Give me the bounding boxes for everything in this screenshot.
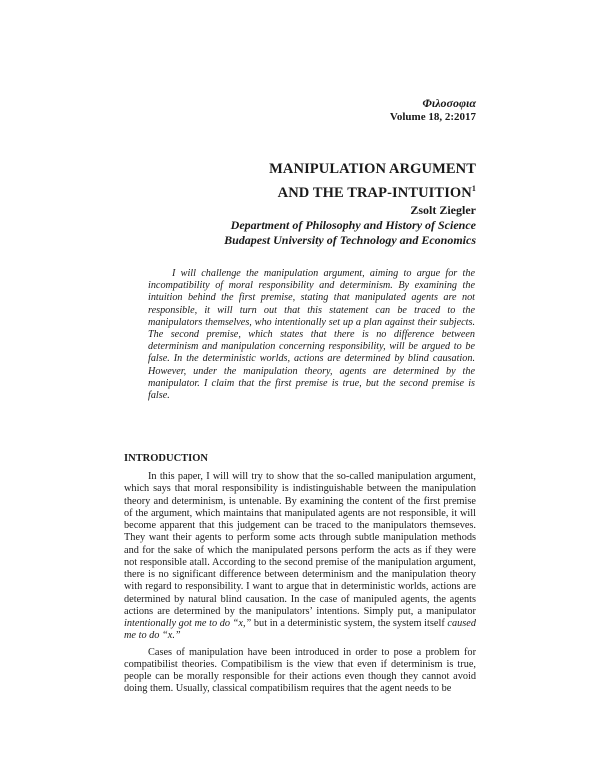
p1-text-b: but in a deterministic system, the system itself — [253, 618, 445, 629]
author-department: Department of Philosophy and History of Science — [230, 218, 476, 232]
body-paragraph-2: Cases of manipulation have been introduced in order to pose a problem for compatibilist theories. Compatibilism is the view that even if determinism is true, people can be morally responsible for their actions even though they cannot avoid doing them. Usually, classical compatibilism requires that the agent needs to be — [124, 646, 476, 695]
section-heading-introduction: INTRODUCTION — [124, 453, 209, 464]
p1-text-a: In this paper, I will will try to show that the so-called manipulation argument, which says that moral responsibility is indistinguishable between the manipulation theory and determinism, is untenable. By examining the content of the first premise of the argument, which maintains that manipulated agents are not responsible, it will become apparent that this judgement can be traced to the manipulators themseves. They want their agents to perform some acts through subtle manipulation methods and for the sake of which the manipulated persons perform the acts as if they were not responsible atall. According to the second premise of the manipulation argument, there is no significant difference between determinism and the manipulation theory with regard to responsibility. I want to argue that in deterministic worlds, actions are determined by natural blind causation. In the case of manipuled agents, the agents actions are determined by the manipulators’ intentions. Simply put, a manipulator — [124, 471, 476, 617]
abstract: I will challenge the manipulation argument, aiming to argue for the incompatibility of moral responsibility and determinism. By examining the intuition behind the first premise, stating that manipulated agents are not responsible, it will turn out that this statement can be traced to the manipulators themselves, who intentionally set up a plan against their subjects. The second premise, which states that there is no difference between determinism and manipulation concerning responsibility, will be argued to be false. In the deterministic worlds, actions are determined by blind causation. However, under the manipulation theory, agents are determined by the manipulator. I claim that the first premise is true, but the second premise is false. — [148, 268, 475, 402]
journal-header — [390, 96, 476, 124]
title-line-2-text: AND THE TRAP-INTUITION — [277, 184, 472, 201]
author-name: Zsolt Ziegler — [410, 203, 476, 217]
body-paragraph-1 — [124, 471, 476, 643]
title-line-2 — [269, 179, 476, 203]
author-block — [224, 203, 476, 248]
title-line-1: MANIPULATION ARGUMENT — [269, 161, 476, 177]
body-text — [124, 471, 476, 700]
title-footnote-mark[interactable]: 1 — [471, 184, 476, 193]
journal-volume: Volume 18, 2:2017 — [389, 111, 476, 123]
journal-name: Φιλοσοφια — [422, 96, 476, 110]
paper-title — [269, 160, 476, 203]
p1-emphasis-1: intentionally got me to do “x,” — [124, 618, 252, 629]
p1-emphasis-2: caused me to do “x.” — [124, 618, 476, 642]
author-university: Budapest University of Technology and Economics — [224, 233, 476, 247]
